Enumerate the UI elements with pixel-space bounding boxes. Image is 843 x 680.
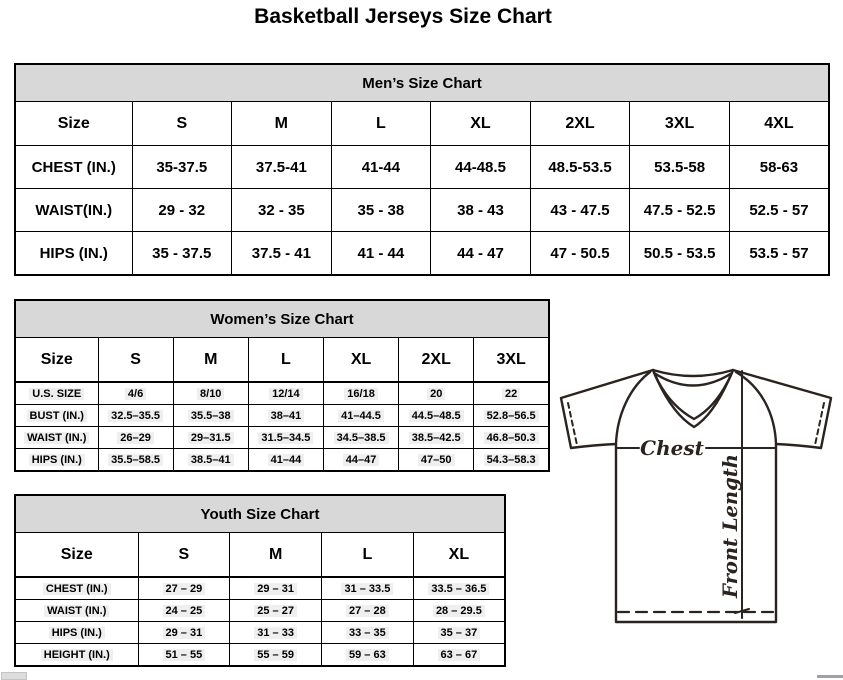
womens-data-cell: 38.5–41 [188,454,234,466]
mens-data-cell: 44-48.5 [431,146,531,189]
scrollbar-fragment-right [817,675,843,678]
mens-data-cell: 50.5 - 53.5 [630,232,730,276]
womens-chart-title-row [15,300,549,338]
mens-data-cell: 47 - 50.5 [530,232,630,276]
womens-header-row [15,338,549,383]
youth-height-row [15,644,505,667]
womens-bust-row [15,405,549,427]
mens-data-cell: 37.5-41 [232,146,332,189]
youth-data-cell: 27 – 28 [346,605,389,617]
youth-header-cell: XL [413,533,505,578]
womens-header-cell: L [248,338,323,383]
womens-data-cell: 34.5–38.5 [334,432,389,444]
womens-header-cell: S [98,338,173,383]
mens-hips-row [15,232,829,276]
youth-header-cell: S [138,533,230,578]
mens-header-cell: Size [15,102,132,146]
mens-data-cell: 47.5 - 52.5 [630,189,730,232]
womens-data-cell: 31.5–34.5 [258,432,313,444]
womens-data-cell: 4/6 [125,388,146,400]
mens-data-cell: 53.5-58 [630,146,730,189]
womens-data-cell: 54.3–58.3 [484,454,539,466]
mens-header-cell: L [331,102,431,146]
front-length-label: Front Length [719,454,742,598]
youth-chart-title-row [15,495,505,533]
jersey-outline [561,370,831,622]
youth-data-cell: 25 – 27 [254,605,297,617]
page-title: Basketball Jerseys Size Chart [254,5,552,28]
womens-data-cell: 41–44 [268,454,305,466]
womens-header-cell: XL [323,338,398,383]
womens-data-cell: 46.8–50.3 [484,432,539,444]
youth-data-cell: 31 – 33.5 [341,583,393,595]
youth-row-label: HIPS (IN.) [49,627,105,639]
mens-chart-title: Men’s Size Chart [15,64,829,102]
mens-header-cell: 2XL [530,102,630,146]
mens-data-cell: 58-63 [729,146,829,189]
mens-header-cell: M [232,102,332,146]
mens-row-label: CHEST (IN.) [15,146,132,189]
youth-chart-title: Youth Size Chart [15,495,505,533]
womens-data-cell: 41–44.5 [338,410,384,422]
womens-row-label: HIPS (IN.) [29,454,85,466]
mens-data-cell: 41-44 [331,146,431,189]
mens-data-cell: 41 - 44 [331,232,431,276]
jersey-diagram [550,356,842,664]
mens-row-label: WAIST(IN.) [15,189,132,232]
womens-row-label: BUST (IN.) [27,410,87,422]
youth-data-cell: 28 – 29.5 [433,605,485,617]
womens-data-cell: 16/18 [344,388,378,400]
mens-data-cell: 35-37.5 [132,146,232,189]
womens-data-cell: 47–50 [418,454,455,466]
womens-ussize-row [15,382,549,405]
youth-data-cell: 33 – 35 [346,627,389,639]
youth-data-cell: 55 – 59 [254,649,297,661]
mens-size-chart-table [14,63,830,276]
youth-waist-row [15,600,505,622]
womens-data-cell: 8/10 [197,388,224,400]
womens-data-cell: 20 [427,388,445,400]
mens-data-cell: 38 - 43 [431,189,531,232]
youth-hips-row [15,622,505,644]
mens-waist-row [15,189,829,232]
womens-data-cell: 29–31.5 [188,432,234,444]
youth-data-cell: 35 – 37 [438,627,481,639]
youth-row-label: CHEST (IN.) [43,583,111,595]
womens-data-cell: 44.5–48.5 [409,410,464,422]
mens-data-cell: 44 - 47 [431,232,531,276]
mens-data-cell: 29 - 32 [132,189,232,232]
mens-chart-title-row [15,64,829,102]
mens-data-cell: 32 - 35 [232,189,332,232]
mens-row-label: HIPS (IN.) [15,232,132,276]
womens-header-cell: Size [15,338,98,383]
mens-data-cell: 48.5-53.5 [530,146,630,189]
mens-data-cell: 52.5 - 57 [729,189,829,232]
youth-data-cell: 29 – 31 [254,583,297,595]
youth-header-cell: M [230,533,322,578]
youth-data-cell: 24 – 25 [163,605,206,617]
youth-data-cell: 33.5 – 36.5 [428,583,489,595]
mens-header-row [15,102,829,146]
mens-header-cell: S [132,102,232,146]
womens-hips-row [15,449,549,472]
youth-size-chart-table [14,494,506,667]
youth-data-cell: 63 – 67 [438,649,481,661]
youth-header-cell: L [322,533,414,578]
womens-header-cell: 2XL [399,338,474,383]
womens-size-chart-table [14,299,550,472]
womens-data-cell: 12/14 [269,388,303,400]
womens-data-cell: 52.8–56.5 [484,410,539,422]
youth-data-cell: 51 – 55 [163,649,206,661]
mens-header-cell: 4XL [729,102,829,146]
womens-data-cell: 32.5–35.5 [108,410,163,422]
mens-data-cell: 35 - 38 [331,189,431,232]
womens-row-label: U.S. SIZE [29,388,84,400]
mens-chest-row [15,146,829,189]
womens-data-cell: 38.5–42.5 [409,432,464,444]
youth-data-cell: 29 – 31 [163,627,206,639]
womens-header-cell: 3XL [474,338,549,383]
chest-label: Chest [640,436,704,460]
youth-header-row [15,533,505,578]
womens-data-cell: 35.5–58.5 [108,454,163,466]
youth-row-label: HEIGHT (IN.) [41,649,113,661]
womens-data-cell: 38–41 [268,410,305,422]
womens-data-cell: 44–47 [343,454,380,466]
youth-data-cell: 59 – 63 [346,649,389,661]
womens-header-cell: M [173,338,248,383]
womens-data-cell: 35.5–38 [188,410,234,422]
youth-chest-row [15,577,505,600]
youth-data-cell: 27 – 29 [163,583,206,595]
mens-data-cell: 35 - 37.5 [132,232,232,276]
mens-header-cell: XL [431,102,531,146]
mens-header-cell: 3XL [630,102,730,146]
womens-row-label: WAIST (IN.) [24,432,89,444]
womens-data-cell: 26–29 [117,432,154,444]
womens-data-cell: 22 [502,388,520,400]
mens-data-cell: 37.5 - 41 [232,232,332,276]
youth-row-label: WAIST (IN.) [44,605,109,617]
youth-data-cell: 31 – 33 [254,627,297,639]
mens-data-cell: 53.5 - 57 [729,232,829,276]
youth-header-cell: Size [15,533,138,578]
womens-chart-title: Women’s Size Chart [15,300,549,338]
womens-waist-row [15,427,549,449]
mens-data-cell: 43 - 47.5 [530,189,630,232]
